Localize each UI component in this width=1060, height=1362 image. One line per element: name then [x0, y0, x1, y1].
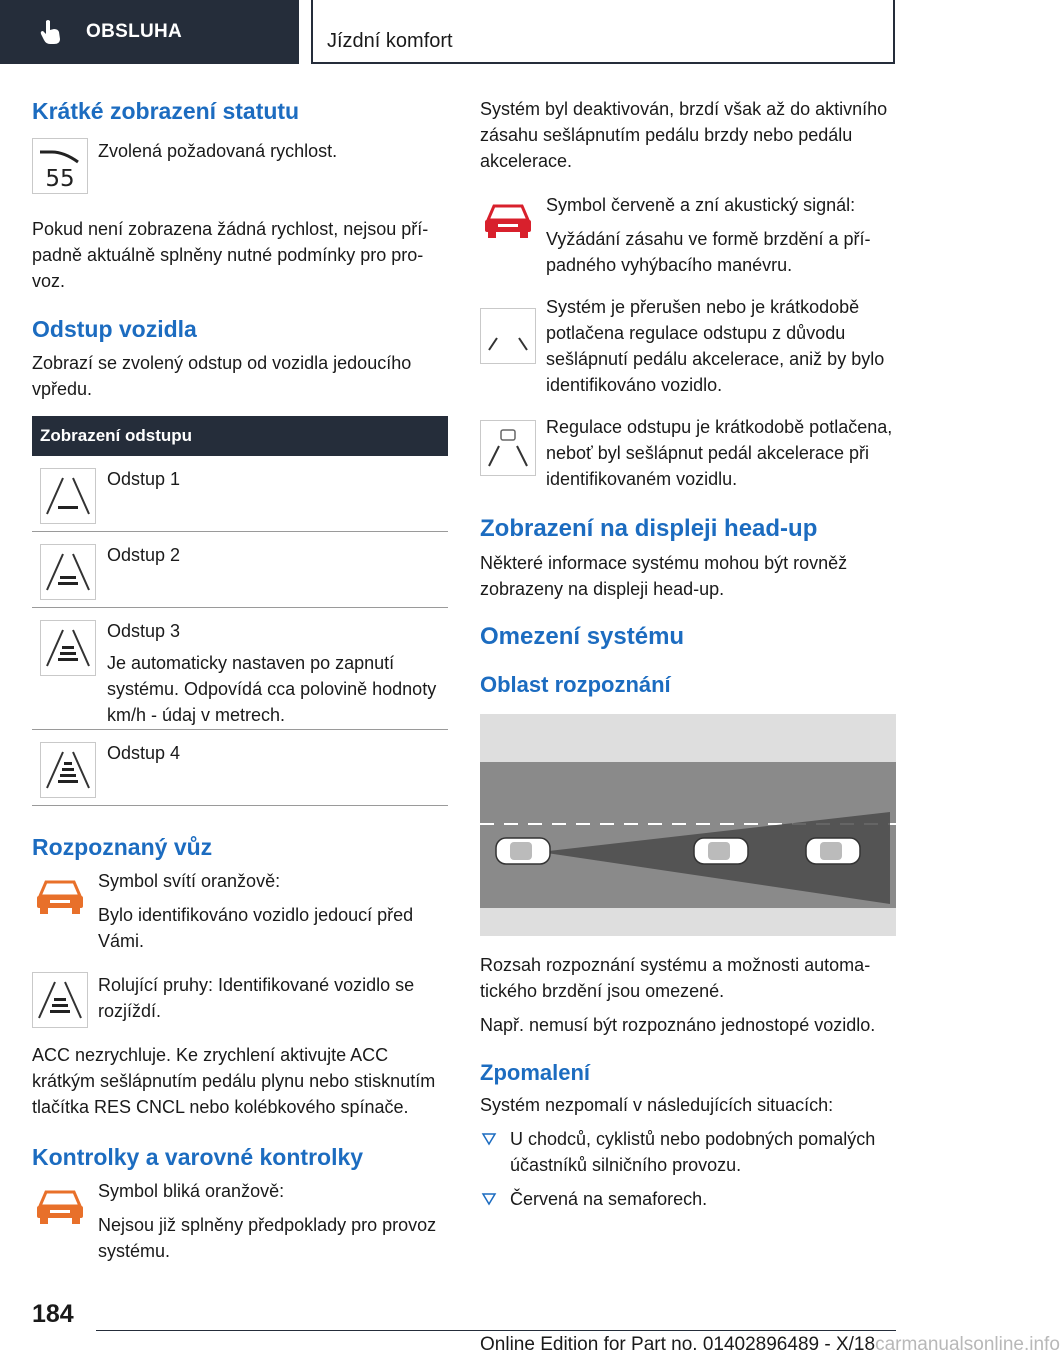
footer-watermark: carmanualsonline.info [875, 1334, 1060, 1355]
range-paragraph-1: Rozsah rozpoznání systému a možnosti automatického brzdění jsou omezené. [480, 955, 871, 1001]
detected-block [32, 868, 448, 954]
distance-bars-icon [40, 544, 96, 600]
acc-paragraph: ACC nezrychluje. Ke zrychlení aktivujte ACC krátkým sešlápnutím pedálu plynu nebo stisknutím tlačítka RES CNCL nebo kolébkového spínače. [32, 1045, 436, 1117]
warn-heading: Kontrolky a varovné kontrolky [32, 1144, 364, 1170]
set-speed-icon [32, 138, 88, 194]
car-orange-icon [32, 868, 88, 924]
status-heading: Krátké zobrazení statutu [32, 98, 300, 124]
distance-bars-icon [40, 620, 96, 676]
car-lanes-icon [480, 420, 536, 476]
warn-line1: Symbol bliká oranžově: [98, 1181, 285, 1201]
gap-paragraph: Zobrazí se zvolený odstup od vozidla jedoucího vpředu. [32, 353, 412, 399]
gap-row-label: Odstup 3 [107, 621, 181, 641]
range-paragraph-2: Např. nemusí být rozpoznáno jednostopé vozidlo. [480, 1015, 876, 1035]
deactivated-paragraph: Systém byl deaktivován, brzdí však až do aktivního zásahu sešlápnutím pedálu brzdy nebo pedálu akcelerace. [480, 99, 888, 171]
header-chapter-tab [311, 0, 895, 64]
rolling-bars-icon [32, 972, 88, 1028]
gap-row-note: Je automaticky nastaven po zapnutí systému. Odpovídá cca polovině hodnoty km/h - údaj v metrech. [107, 653, 437, 725]
detected-line2: Bylo identifikováno vozidlo jedoucí před Vámi. [98, 905, 414, 951]
footer-rule [96, 1330, 896, 1331]
suppress-block [480, 414, 896, 492]
list-item: Červená na semaforech. [480, 1186, 896, 1212]
slowdown-paragraph: Systém nezpomalí v následujících situacích: [480, 1095, 834, 1115]
car-icon [496, 838, 550, 864]
gap-heading: Odstup vozidla [32, 316, 197, 342]
car-orange-blink-icon [32, 1178, 88, 1234]
slowdown-heading: Zpomalení [480, 1060, 591, 1085]
hud-paragraph: Některé informace systému mohou být rovněž zobrazeny na displeji head-up. [480, 553, 848, 599]
status-paragraph: Pokud není zobrazena žádná rychlost, nejsou případně aktuálně splněny nutné podmínky pro provoz. [32, 219, 429, 291]
distance-bars-icon [40, 468, 96, 524]
rolling-text: Rolující pruhy: Identifikované vozidlo se rozjíždí. [98, 975, 415, 1021]
page-number: 184 [32, 1300, 74, 1328]
red-alert-line1: Symbol červeně a zní akustický signál: [546, 195, 856, 215]
detected-heading: Rozpoznaný vůz [32, 834, 213, 860]
speed-display-text: Zvolená požadovaná rychlost. [98, 141, 338, 161]
suppress-text: Regulace odstupu je krátkodobě potlačena, neboť byl sešlápnut pedál akcelerace při identifikovaném vozidlu. [546, 417, 893, 489]
gap-table [32, 416, 448, 806]
lanes-icon [480, 308, 536, 364]
footer-edition [480, 1334, 1060, 1356]
triangle-bullet-icon [482, 1193, 496, 1205]
car-icon [806, 838, 860, 864]
gap-row-label: Odstup 2 [107, 545, 181, 565]
interrupt-block [480, 294, 896, 398]
right-column [480, 96, 896, 1212]
warn-block [32, 1178, 448, 1264]
hud-heading: Zobrazení na displeji head-up [480, 515, 818, 542]
gap-row-label: Odstup 1 [107, 469, 181, 489]
table-row [32, 730, 448, 806]
rolling-block [32, 972, 448, 1028]
limits-heading: Omezení systému [480, 623, 685, 650]
detected-line1: Symbol svítí oranžově: [98, 871, 281, 891]
table-row [32, 608, 448, 730]
distance-bars-icon [40, 742, 96, 798]
footer-edition-text: Online Edition for Part no. 01402896489 - X/18 [480, 1334, 876, 1355]
header-chapter-title: Jízdní komfort [327, 30, 453, 52]
gap-table-header: Zobrazení odstupu [32, 416, 448, 456]
red-alert-line2: Vyžádání zásahu ve formě brzdění a případného vyhýbacího manévru. [546, 229, 871, 275]
list-item: U chodců, cyklistů nebo podobných pomalých účastníků silničního provozu. [480, 1126, 896, 1178]
set-speed-icon-number: 55 [45, 166, 75, 192]
triangle-bullet-icon [482, 1133, 496, 1145]
detection-range-illustration [480, 714, 896, 936]
speed-display-block [32, 138, 448, 202]
red-alert-block [480, 192, 896, 278]
header-section-title: OBSLUHA [86, 21, 183, 42]
warn-line2: Nejsou již splněny předpoklady pro provoz systému. [98, 1215, 437, 1261]
car-icon [694, 838, 748, 864]
table-row [32, 456, 448, 532]
hand-icon [40, 19, 62, 45]
gap-row-label: Odstup 4 [107, 743, 181, 763]
area-heading: Oblast rozpoznání [480, 672, 671, 697]
interrupt-text: Systém je přerušen nebo je krátkodobě potlačena regulace odstupu z důvodu sešlápnutí pedálu akcelerace, aniž by bylo identifikováno vozidlo. [546, 297, 885, 395]
table-row [32, 532, 448, 608]
header-section-tab [0, 0, 299, 64]
car-red-icon [480, 192, 536, 248]
left-column [32, 96, 448, 1264]
